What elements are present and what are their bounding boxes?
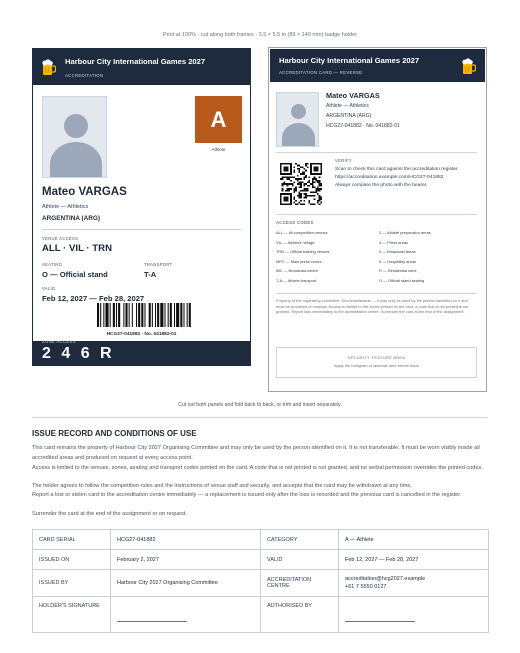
holder-signature-label: HOLDER'S SIGNATURE [33, 597, 111, 633]
security-feature-area [276, 347, 477, 378]
verify-instruction: Scan to check this card against the accreditation register. [335, 167, 459, 172]
signature-line [117, 621, 187, 622]
condition-paragraph: This card remains the property of Harbour City 2027 Organising Committee and may only be used by the person identified on it. It is not transferable. It must be worn visibly inside all accredited areas and produced on request at every access point. [32, 445, 480, 461]
access-code-item: 6 — Hospitality areas [379, 258, 416, 264]
divider [276, 152, 477, 153]
valid-label: VALID [42, 286, 56, 291]
record-value: A — Athlete [339, 530, 489, 550]
barcode-caption: HCG27-041882 · No. 041882-01 [106, 332, 177, 337]
card-number: HCG27-041882 · No. 041882-01 [326, 123, 400, 129]
access-code-item: 4 — Press areas [379, 239, 408, 245]
cut-instructions: Cut out both panels and fold back to back, or trim and insert separately. [178, 402, 342, 408]
record-key: CATEGORY [261, 530, 339, 550]
card-reverse-header [270, 49, 485, 82]
event-name: Harbour City International Games 2027 [279, 56, 420, 65]
access-codes-label: ACCESS CODES [276, 220, 314, 225]
holder-country: ARGENTINA (ARG) [42, 215, 100, 222]
holder-name: Mateo VARGAS [42, 186, 127, 198]
divider [42, 229, 241, 230]
record-value: accreditation@hcg2027.example +61 7 5550 0127 [339, 570, 489, 597]
record-key: CARD SERIAL [33, 530, 111, 550]
transport-label: TRANSPORT [144, 262, 173, 267]
card-front-header [33, 49, 250, 85]
table-row [33, 550, 489, 570]
issue-record-table [32, 529, 489, 633]
record-key: VALID [261, 550, 339, 570]
card-type-label: ACCREDITATION [65, 73, 104, 78]
zone-access-label: ZONE ACCESS [42, 339, 76, 344]
security-feature-title: SECURITY FEATURE AREA [347, 355, 406, 360]
divider [276, 214, 477, 215]
access-code-item: IBC — Broadcast centre [276, 268, 318, 274]
table-row [33, 530, 489, 550]
table-row [33, 570, 489, 597]
holder-role: Athlete — Athletics [326, 103, 369, 109]
accreditation-card-reverse [268, 47, 487, 392]
access-code-item: TRN — Official training venues [276, 249, 330, 255]
qr-code [280, 163, 322, 205]
card-fine-print: Property of the organising committee. Non-transferable — it may only be used by the person identified on it and must be produced on request. Access is limited to the zones printed on the card; a code that is not printed is not granted. Report loss immediately to the accreditation centre. Surrender the card at the end of the assignment. [276, 298, 469, 315]
conditions-title: ISSUE RECORD AND CONDITIONS OF USE [32, 429, 197, 438]
holder-country: ARGENTINA (ARG) [326, 113, 372, 119]
condition-paragraph: Access is limited to the venues, zones, seating and transport codes printed on the card. A code that is not printed is not granted, and no verbal permission overrides the printed codes. [32, 465, 483, 471]
record-value: February 2, 2027 [111, 550, 261, 570]
condition-paragraph: Report a lost or stolen card to the accreditation centre immediately — a replacement is issued only after the loss is recorded and the previous card is cancelled in the register. [32, 492, 462, 498]
access-code-item: 2 — Athlete preparation areas [379, 230, 431, 235]
authorised-by-label: AUTHORISED BY [261, 597, 339, 633]
signature-line [345, 621, 415, 622]
event-name: Harbour City International Games 2027 [65, 57, 206, 66]
table-row [33, 597, 489, 633]
condition-paragraph: The holder agrees to follow the competition rules and the instructions of venue staff and security, and accepts that the card may be withdrawn at any time. [32, 483, 413, 489]
record-key: ACCREDITATION CENTRE [261, 570, 339, 597]
holder-role: Athlete — Athletics [42, 204, 89, 210]
record-key: ISSUED ON [33, 550, 111, 570]
beer-mug-icon [42, 59, 56, 76]
security-feature-instruction: Apply the hologram or laminate here before issue [334, 363, 419, 368]
barcode [97, 303, 194, 327]
beer-mug-icon [462, 58, 476, 75]
verify-note: Always compare the photo with the bearer. [335, 183, 428, 188]
divider [32, 417, 488, 418]
divider [276, 293, 477, 294]
access-code-item: R — Residential zone [379, 268, 417, 274]
category-badge: A [195, 96, 242, 143]
seating-label: SEATING [42, 262, 63, 267]
record-key: ISSUED BY [33, 570, 111, 597]
venue-access-label: VENUE ACCESS [42, 236, 79, 241]
category-label: Athlete [211, 147, 226, 152]
seating-value: O — Official stand [42, 270, 108, 279]
holder-photo-placeholder [42, 96, 107, 178]
holder-name: Mateo VARGAS [326, 91, 380, 100]
access-code-item: MPC — Main press centre [276, 258, 322, 264]
zone-access-strip [33, 341, 250, 365]
zone-access-value: 2 4 6 R [42, 345, 115, 362]
authorised-by-field[interactable] [339, 597, 489, 633]
access-code-item: 5 — Broadcast areas [379, 249, 416, 255]
record-value: HCG27-041882 [111, 530, 261, 550]
holder-photo-placeholder [276, 92, 319, 147]
accreditation-card-front [32, 48, 251, 366]
venue-access-value: ALL · VIL · TRN [42, 243, 112, 254]
record-value: Harbour City 2027 Organising Committee [111, 570, 261, 597]
access-code-item: O — Official stand seating [379, 278, 425, 283]
holder-signature-field[interactable] [111, 597, 261, 633]
print-instructions: Print at 100% · cut along both frames · 3.5 × 5.5 in (89 × 140 mm) badge holder [162, 32, 358, 38]
record-value: Feb 12, 2027 — Feb 28, 2027 [339, 550, 489, 570]
verify-label: VERIFY [335, 158, 352, 163]
access-code-item: ALL — All competition venues [276, 230, 328, 235]
verify-url: https://accreditation.example.com/HCG27-041882 [335, 175, 444, 180]
transport-value: T-A [144, 270, 157, 279]
card-type-label: ACCREDITATION CARD — REVERSE [279, 70, 363, 75]
access-code-item: T-A — Athlete transport [276, 278, 317, 283]
condition-paragraph: Surrender the card at the end of the assignment or on request. [32, 511, 187, 517]
access-code-item: VIL — Athletes' village [276, 239, 315, 245]
valid-value: Feb 12, 2027 — Feb 28, 2027 [42, 294, 145, 303]
